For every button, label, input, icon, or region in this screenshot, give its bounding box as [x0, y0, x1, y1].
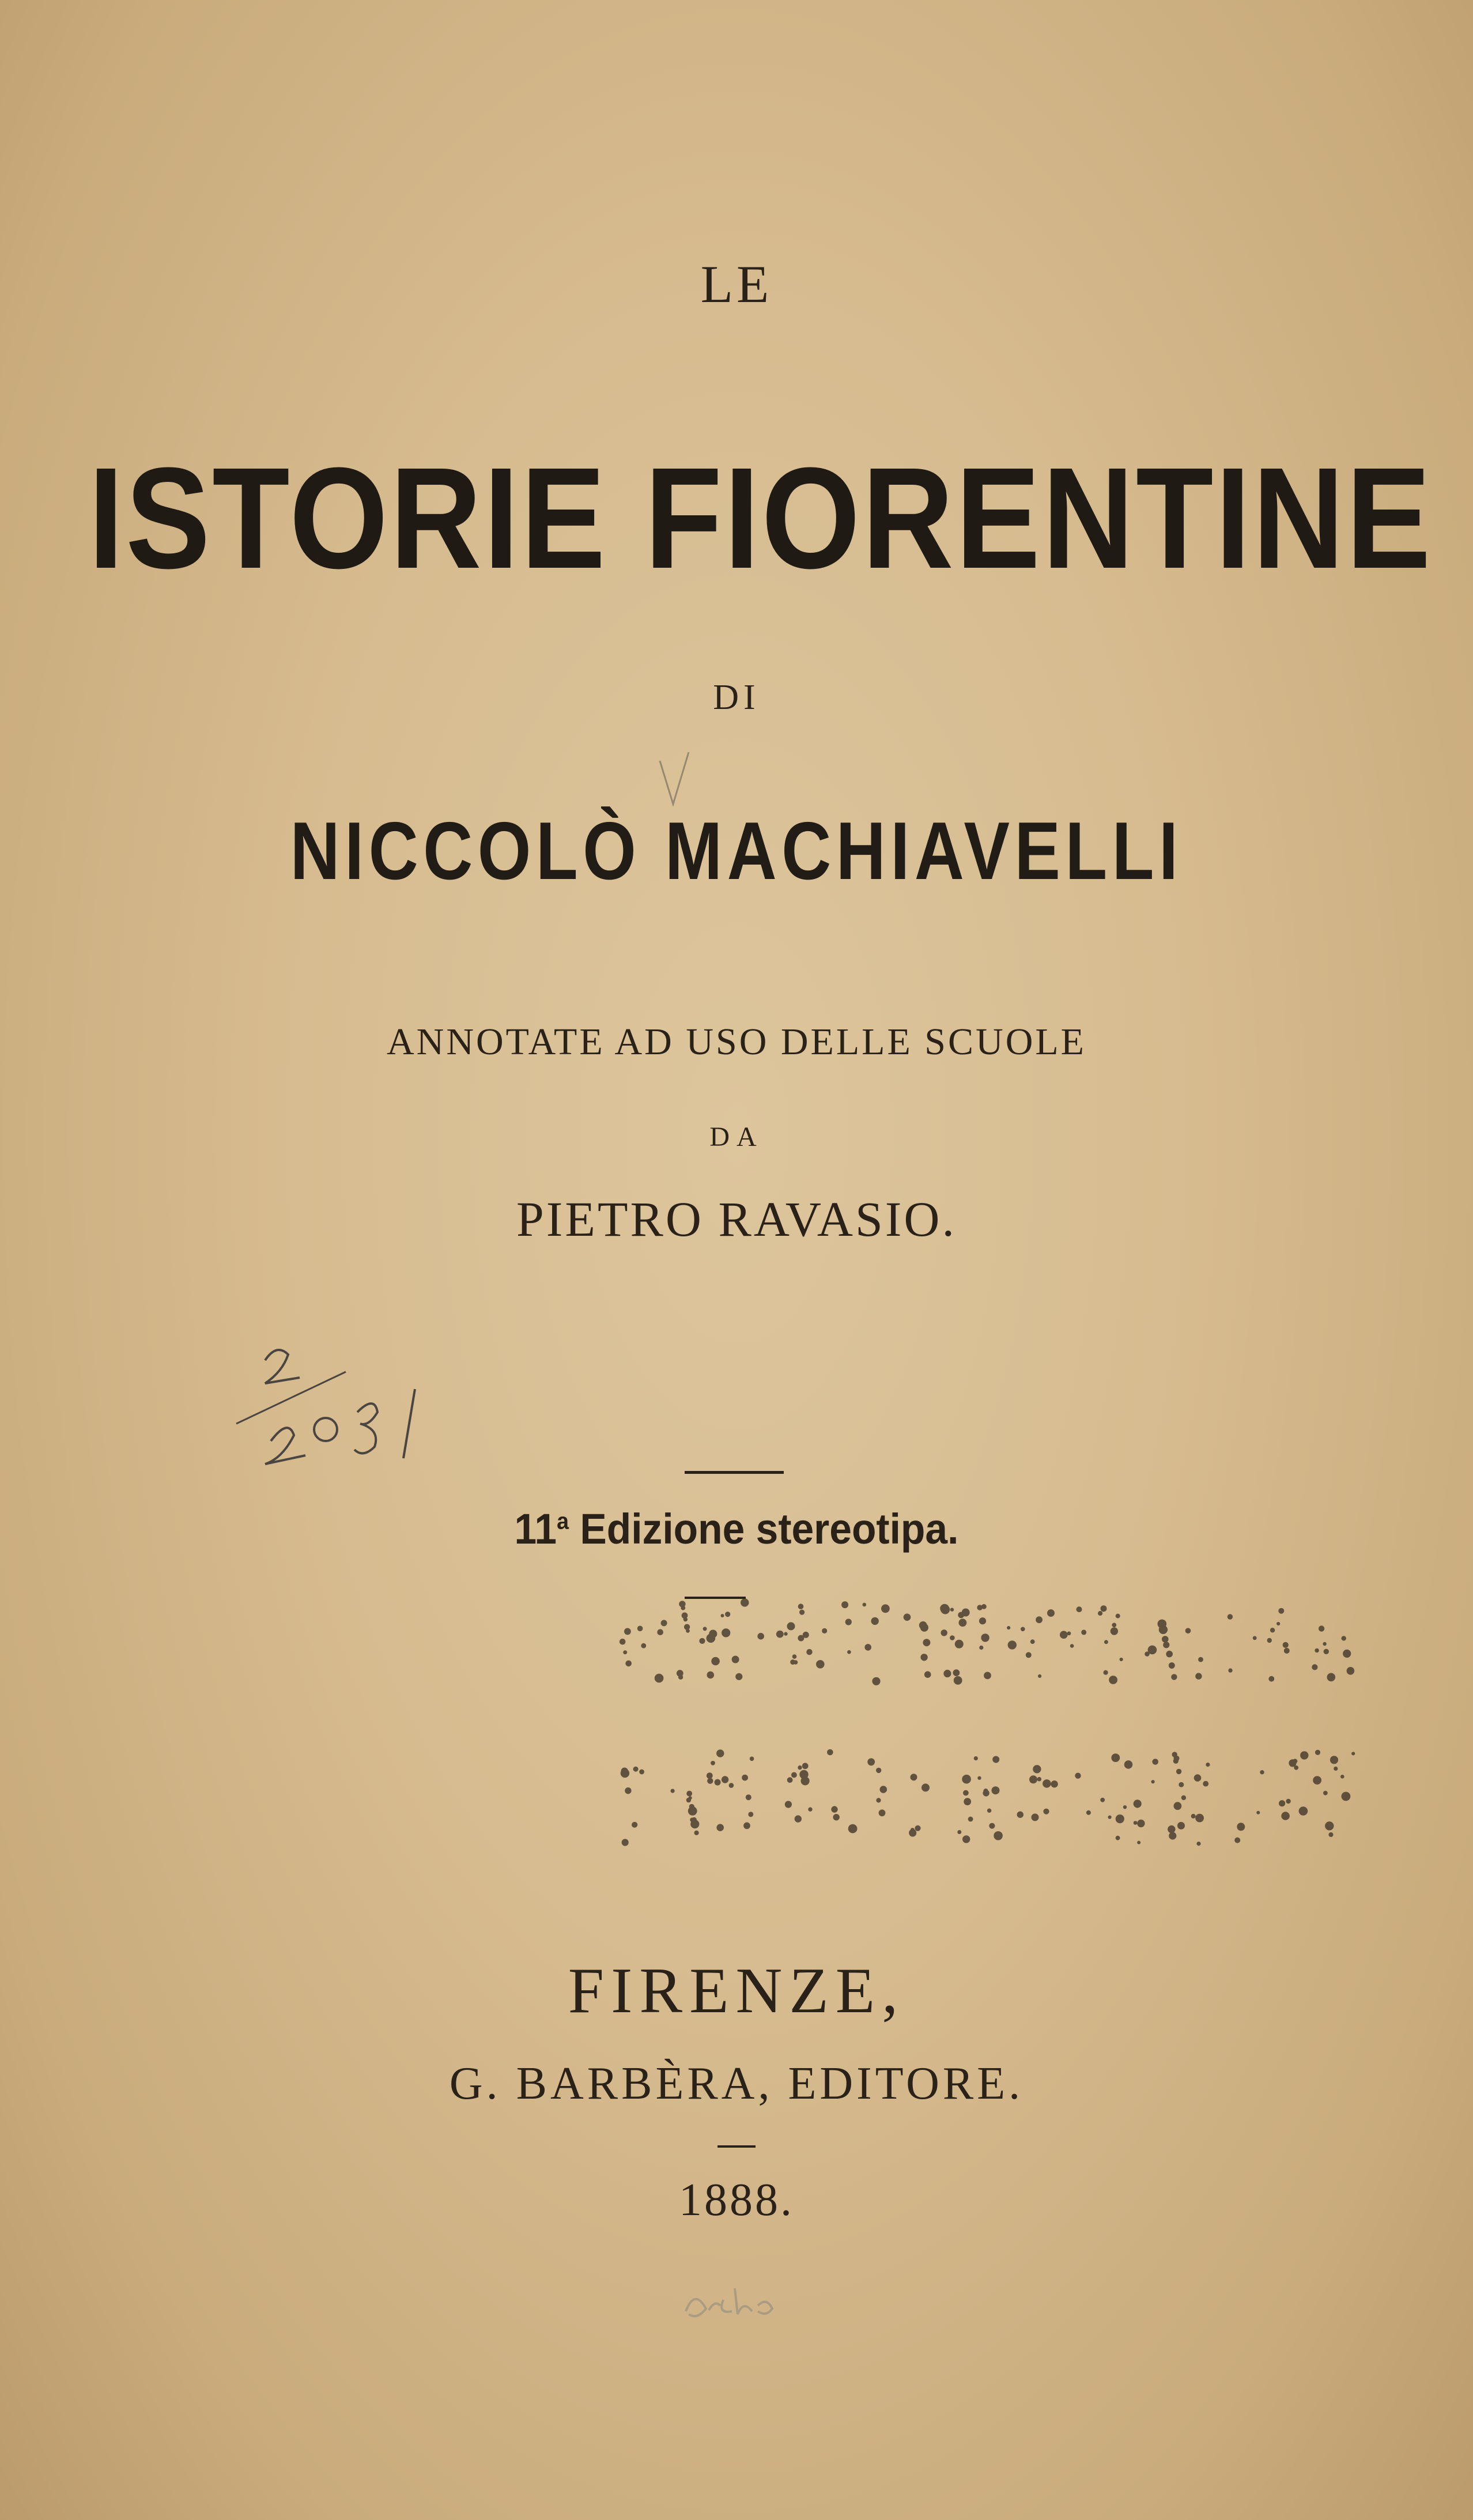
perforation-hole — [1177, 1822, 1185, 1829]
perforation-hole — [1176, 1769, 1181, 1774]
perforation-hole — [1116, 1814, 1124, 1823]
perforation-hole — [1029, 1775, 1037, 1783]
perforation-hole — [729, 1783, 734, 1788]
author-preposition: DI — [713, 678, 760, 717]
perforation-hole — [1206, 1763, 1210, 1767]
title-article: LE — [700, 255, 773, 314]
perforation-hole — [974, 1756, 978, 1760]
perforation-hole — [1347, 1667, 1355, 1675]
perforation-hole — [1171, 1674, 1177, 1680]
perforation-hole — [707, 1778, 713, 1784]
perforation-hole — [625, 1787, 631, 1794]
perforation-hole — [790, 1659, 795, 1665]
perforation-hole — [977, 1605, 983, 1610]
perforation-hole — [715, 1779, 721, 1786]
perforation-hole — [1313, 1776, 1321, 1785]
perforation-hole — [1237, 1823, 1245, 1831]
publisher-rule — [717, 2145, 756, 2148]
editor-preposition: DA — [709, 1122, 764, 1152]
perforation-hole — [992, 1786, 1000, 1794]
perforation-hole — [1315, 1648, 1319, 1653]
perforation-hole — [1256, 1811, 1260, 1814]
editor-name: PIETRO RAVASIO. — [516, 1191, 957, 1247]
perforation-hole — [1111, 1753, 1120, 1762]
perforation-hole — [940, 1604, 949, 1613]
perforation-hole — [787, 1777, 793, 1783]
perforation-hole — [1162, 1636, 1169, 1643]
perforation-hole — [806, 1649, 812, 1655]
perforation-hole — [1328, 1832, 1333, 1837]
perforation-hole — [968, 1817, 973, 1822]
perforation-hole — [1043, 1779, 1051, 1788]
perforation-hole — [735, 1673, 742, 1680]
perforation-hole — [742, 1775, 748, 1781]
perforation-hole — [879, 1809, 886, 1816]
perforation-hole — [784, 1632, 787, 1635]
perforation-hole — [1340, 1775, 1344, 1779]
perforation-hole — [864, 1644, 871, 1651]
perforation-hole — [1173, 1759, 1179, 1764]
perforation-hole — [722, 1776, 728, 1783]
perforation-hole — [1070, 1644, 1074, 1648]
perforation-hole — [924, 1671, 931, 1678]
perforation-hole — [1194, 1774, 1202, 1782]
perforation-hole — [1168, 1825, 1175, 1833]
perforation-hole — [1166, 1651, 1173, 1658]
pencil-note — [674, 2265, 824, 2334]
perforation-hole — [1172, 1752, 1177, 1757]
perforation-hole — [950, 1635, 955, 1640]
perforation-hole — [954, 1676, 962, 1685]
edition-text: Edizione stereotipa. — [580, 1505, 959, 1553]
perforation-hole — [1286, 1799, 1290, 1804]
perforation-hole — [1327, 1673, 1336, 1682]
publication-year: 1888. — [679, 2175, 794, 2225]
perforation-hole — [624, 1628, 631, 1635]
perforation-hole — [792, 1654, 797, 1659]
perforation-hole — [1234, 1838, 1240, 1843]
perforation-hole — [872, 1677, 880, 1685]
perforation-hole — [1120, 1658, 1123, 1661]
perforation-hole — [958, 1612, 964, 1619]
perforation-hole — [1185, 1628, 1191, 1634]
perforation-hole — [920, 1624, 928, 1632]
perforation-hole — [1267, 1638, 1272, 1643]
perforation-hole — [822, 1628, 827, 1634]
perforation-hole — [709, 1630, 717, 1638]
edition-number: 11 — [514, 1505, 557, 1553]
perforation-hole — [841, 1601, 848, 1608]
perforation-hole — [1181, 1795, 1186, 1800]
perforation-hole — [1007, 1626, 1010, 1629]
perforation-hole — [950, 1608, 954, 1611]
perforation-hole — [694, 1831, 699, 1835]
perforation-hole — [1351, 1752, 1355, 1755]
perforation-hole — [880, 1786, 887, 1793]
perforation-hole — [707, 1772, 713, 1779]
perforation-hole — [1100, 1798, 1105, 1802]
perforation-hole — [1101, 1605, 1107, 1612]
perforation-hole — [707, 1672, 715, 1679]
perforation-hole — [725, 1612, 730, 1617]
perforation-hole — [711, 1761, 715, 1765]
perforation-hole — [637, 1626, 643, 1632]
perforation-hole — [871, 1617, 879, 1625]
perforation-hole — [955, 1640, 964, 1648]
perforation-hole — [711, 1657, 720, 1666]
perforation-hole — [776, 1631, 784, 1638]
perforation-hole — [863, 1603, 867, 1607]
perforation-hole — [816, 1660, 825, 1669]
perforation-hole — [979, 1617, 986, 1624]
perforation-hole — [678, 1675, 683, 1680]
perforation-hole — [962, 1835, 970, 1843]
perforation-hole — [703, 1627, 707, 1631]
perforation-hole — [1112, 1623, 1116, 1627]
perforation-hole — [1021, 1627, 1025, 1632]
perforation-hole — [801, 1776, 810, 1785]
perforation-hole — [1203, 1781, 1208, 1787]
perforation-hole — [1299, 1806, 1308, 1816]
checkmark-annotation — [657, 749, 692, 813]
perforation-hole — [833, 1814, 840, 1820]
perforation-hole — [848, 1824, 858, 1834]
perforation-hole — [686, 1791, 692, 1797]
perforation-hole — [1060, 1631, 1068, 1639]
perforation-hole — [1109, 1676, 1117, 1684]
perforation-hole — [1051, 1780, 1057, 1787]
perforation-hole — [1163, 1642, 1169, 1648]
perforation-hole — [686, 1629, 690, 1633]
perforation-hole — [964, 1798, 971, 1805]
perforation-hole — [716, 1749, 724, 1757]
perforation-hole — [798, 1604, 804, 1609]
perforation-hole — [1323, 1791, 1328, 1795]
publication-city: FIRENZE, — [568, 1955, 905, 2027]
perforation-hole — [876, 1798, 881, 1802]
perforation-hole — [1026, 1652, 1032, 1658]
perforation-hole — [1047, 1609, 1055, 1617]
perforation-hole — [1253, 1636, 1257, 1640]
perforation-hole — [881, 1604, 890, 1613]
perforation-hole — [1043, 1809, 1049, 1814]
perforation-hole — [787, 1622, 795, 1630]
perforation-hole — [921, 1783, 930, 1791]
perforation-hole — [831, 1806, 837, 1812]
perforation-hole — [1281, 1812, 1290, 1820]
perforation-hole — [681, 1606, 685, 1610]
perforation-hole — [639, 1770, 644, 1775]
perforation-hole — [1312, 1664, 1317, 1670]
perforation-hole — [1123, 1805, 1127, 1809]
perforation-hole — [992, 1756, 999, 1763]
perforation-hole — [1169, 1662, 1175, 1669]
perforation-hole — [622, 1839, 629, 1846]
perforated-library-stamp — [605, 1591, 1360, 1856]
perforation-hole — [1104, 1670, 1108, 1675]
perforation-hole — [641, 1643, 646, 1648]
perforation-hole — [904, 1613, 911, 1621]
perforation-hole — [746, 1794, 751, 1800]
edition-ordinal: a — [557, 1508, 569, 1534]
perforation-hole — [1342, 1792, 1351, 1801]
perforation-hole — [1159, 1625, 1168, 1634]
perforation-hole — [1032, 1813, 1039, 1821]
perforation-hole — [632, 1824, 635, 1827]
perforation-hole — [688, 1806, 697, 1816]
perforation-hole — [867, 1758, 875, 1765]
perforation-hole — [1098, 1611, 1102, 1616]
perforation-hole — [847, 1650, 851, 1654]
perforation-hole — [1195, 1814, 1204, 1823]
perforation-hole — [1283, 1642, 1289, 1648]
perforation-hole — [983, 1790, 989, 1796]
perforation-hole — [1137, 1841, 1140, 1844]
perforation-hole — [661, 1620, 667, 1626]
perforation-hole — [1300, 1751, 1308, 1759]
perforation-hole — [1195, 1673, 1202, 1679]
perforation-hole — [959, 1619, 967, 1627]
perforation-hole — [1008, 1640, 1017, 1649]
perforation-hole — [1260, 1770, 1264, 1774]
perforation-hole — [623, 1650, 627, 1654]
perforation-hole — [1325, 1821, 1334, 1830]
perforation-hole — [798, 1765, 802, 1770]
perforation-hole — [799, 1610, 805, 1615]
perforation-hole — [1330, 1756, 1338, 1764]
perforation-hole — [1345, 1653, 1350, 1658]
perforation-hole — [1030, 1639, 1035, 1644]
perforation-hole — [743, 1823, 750, 1829]
perforation-hole — [915, 1825, 920, 1831]
perforation-hole — [1191, 1814, 1196, 1819]
perforation-hole — [920, 1654, 927, 1661]
perforation-hole — [757, 1633, 764, 1640]
perforation-hole — [845, 1619, 852, 1625]
perforation-hole — [1228, 1614, 1233, 1619]
perforation-hole — [1324, 1649, 1329, 1654]
perforation-hole — [716, 1824, 724, 1831]
perforation-hole — [984, 1672, 991, 1680]
perforation-hole — [1104, 1640, 1108, 1644]
perforation-hole — [1036, 1616, 1043, 1623]
perforation-hole — [732, 1656, 739, 1663]
perforation-hole — [1198, 1657, 1203, 1662]
perforation-hole — [690, 1820, 699, 1828]
perforation-hole — [1342, 1636, 1346, 1640]
perforation-hole — [1116, 1614, 1120, 1619]
perforation-hole — [1038, 1674, 1041, 1678]
perforation-hole — [1270, 1628, 1275, 1632]
perforation-hole — [994, 1831, 1003, 1840]
perforation-hole — [1075, 1773, 1081, 1779]
perforation-hole — [1086, 1810, 1091, 1815]
perforation-hole — [785, 1801, 792, 1808]
perforation-hole — [671, 1789, 675, 1793]
perforation-hole — [1169, 1832, 1176, 1839]
perforation-hole — [1276, 1622, 1280, 1625]
book-title: ISTORIE FIORENTINE — [88, 437, 1433, 598]
edition-line — [44, 1504, 1429, 1553]
perforation-hole — [1033, 1765, 1041, 1773]
perforation-hole — [721, 1614, 724, 1617]
perforation-hole — [1179, 1782, 1184, 1787]
perforation-hole — [876, 1768, 881, 1773]
perforation-hole — [943, 1670, 951, 1677]
perforation-hole — [1196, 1842, 1200, 1846]
perforation-hole — [1323, 1642, 1326, 1646]
perforation-hole — [1174, 1802, 1182, 1810]
author-name: NICCOLÒ MACHIAVELLI — [290, 805, 1183, 897]
perforation-hole — [1278, 1608, 1284, 1614]
perforation-hole — [633, 1767, 639, 1772]
perforation-hole — [795, 1815, 802, 1822]
perforation-hole — [1111, 1627, 1118, 1635]
perforation-hole — [655, 1674, 664, 1683]
perforation-hole — [808, 1807, 812, 1811]
perforation-hole — [957, 1830, 961, 1834]
perforation-hole — [1148, 1646, 1157, 1655]
perforation-hole — [1228, 1668, 1232, 1672]
perforation-hole — [941, 1629, 947, 1636]
perforation-hole — [962, 1775, 971, 1784]
perforation-hole — [750, 1757, 754, 1761]
perforation-hole — [1289, 1759, 1296, 1767]
perforation-hole — [1108, 1816, 1112, 1819]
perforation-hole — [802, 1763, 809, 1769]
perforation-hole — [1081, 1629, 1086, 1635]
annotation-line: ANNOTATE AD USO DELLE SCUOLE — [387, 1021, 1086, 1063]
publisher-name: G. BARBÈRA, EDITORE. — [449, 2058, 1024, 2109]
perforation-hole — [1284, 1648, 1290, 1654]
perforation-hole — [1152, 1759, 1158, 1765]
perforation-hole — [657, 1629, 663, 1635]
perforation-hole — [1151, 1780, 1155, 1783]
perforation-hole — [1279, 1800, 1285, 1806]
perforation-hole — [1037, 1777, 1042, 1782]
perforation-hole — [620, 1639, 626, 1645]
handwritten-shelfmark — [231, 1326, 438, 1476]
perforation-hole — [1137, 1820, 1145, 1827]
perforation-hole — [625, 1661, 632, 1667]
perforation-hole — [963, 1790, 969, 1796]
perforation-hole — [1134, 1800, 1142, 1808]
perforation-hole — [1268, 1676, 1274, 1682]
perforation-hole — [977, 1776, 981, 1780]
perforation-hole — [981, 1634, 989, 1642]
perforation-hole — [989, 1823, 995, 1829]
perforation-hole — [699, 1638, 705, 1644]
perforation-hole — [791, 1772, 797, 1778]
perforation-hole — [1067, 1631, 1071, 1635]
perforation-hole — [1124, 1760, 1133, 1769]
perforation-hole — [1134, 1821, 1138, 1825]
perforation-hole — [987, 1809, 991, 1813]
perforation-hole — [803, 1632, 809, 1638]
perforation-hole — [827, 1749, 833, 1756]
perforation-hole — [979, 1646, 983, 1650]
perforation-hole — [1334, 1767, 1338, 1771]
perforation-hole — [909, 1829, 916, 1836]
perforation-hole — [923, 1639, 930, 1646]
perforation-hole — [741, 1598, 749, 1606]
perforation-hole — [621, 1769, 629, 1778]
perforation-hole — [953, 1669, 960, 1676]
perforation-hole — [1116, 1836, 1120, 1840]
perforation-hole — [748, 1812, 753, 1817]
perforation-hole — [722, 1628, 730, 1637]
perforation-hole — [1319, 1625, 1324, 1631]
perforation-hole — [1017, 1812, 1023, 1818]
perforation-hole — [683, 1617, 688, 1621]
perforation-hole — [911, 1774, 917, 1780]
perforation-hole — [689, 1796, 692, 1800]
perforation-hole — [1315, 1750, 1320, 1755]
ornamental-rule — [685, 1471, 784, 1474]
perforation-hole — [1077, 1606, 1082, 1612]
